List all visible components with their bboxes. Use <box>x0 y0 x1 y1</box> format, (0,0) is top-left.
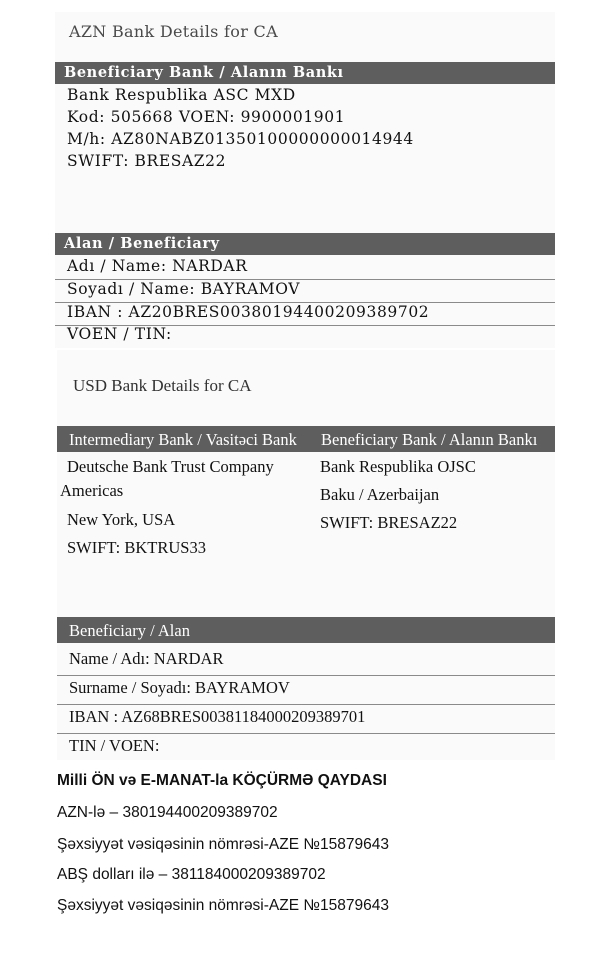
usd-intermediary-header: Intermediary Bank / Vasitəci Bank <box>69 430 297 449</box>
azn-beneficiary-tin: VOEN / TIN: <box>67 325 172 343</box>
usd-bank-header-bar <box>57 426 555 452</box>
usd-beneficiary-surname: Surname / Soyadı: BAYRAMOV <box>69 678 290 697</box>
usd-intermediary-location: New York, USA <box>67 510 176 529</box>
transfer-info-heading: Milli ÖN və E-MANAT-la KÖÇÜRMƏ QAYDASI <box>57 772 387 789</box>
usd-beneficiary-header <box>57 617 555 643</box>
usd-intermediary-bank-name-cont: Americas <box>60 481 124 500</box>
transfer-info-id-number: Şəxsiyyət vəsiqəsinin nömrəsi-AZE №15879643 <box>57 836 389 853</box>
azn-beneficiary-bank-header-label: Beneficiary Bank / Alanın Bankı <box>64 64 344 81</box>
azn-bank-swift: SWIFT: BRESAZ22 <box>67 152 227 170</box>
usd-beneficiary-bank-header: Beneficiary Bank / Alanın Bankı <box>321 430 538 449</box>
usd-beneficiary-bank-name: Bank Respublika OJSC <box>320 457 476 476</box>
azn-beneficiary-header-label: Alan / Beneficiary <box>64 235 220 252</box>
usd-intermediary-bank-name: Deutsche Bank Trust Company <box>67 457 274 476</box>
transfer-info-azn-account: AZN-lə – 380194400209389702 <box>57 804 278 821</box>
azn-beneficiary-name: Adı / Name: NARDAR <box>67 257 248 275</box>
azn-bank-name: Bank Respublika ASC MXD <box>67 86 296 104</box>
usd-bank-details-sheet <box>57 350 555 760</box>
usd-beneficiary-iban: IBAN : AZ68BRES00381184000209389701 <box>69 707 366 726</box>
azn-bank-code: Kod: 505668 VOEN: 9900001901 <box>67 108 346 126</box>
usd-beneficiary-tin: TIN / VOEN: <box>69 736 160 755</box>
divider <box>57 733 555 734</box>
usd-intermediary-swift: SWIFT: BKTRUS33 <box>67 538 206 557</box>
usd-beneficiary-header-label: Beneficiary / Alan <box>69 621 190 640</box>
azn-bank-details-sheet <box>55 12 555 348</box>
divider <box>57 675 555 676</box>
azn-beneficiary-surname: Soyadı / Name: BAYRAMOV <box>67 280 301 298</box>
azn-beneficiary-bank-header <box>55 62 555 84</box>
azn-title: AZN Bank Details for CA <box>69 22 278 41</box>
usd-title: USD Bank Details for CA <box>73 376 252 395</box>
usd-beneficiary-name: Name / Adı: NARDAR <box>69 649 224 668</box>
azn-bank-account: M/h: AZ80NABZ01350100000000014944 <box>67 130 414 148</box>
azn-beneficiary-header <box>55 233 555 255</box>
divider <box>57 704 555 705</box>
azn-beneficiary-iban: IBAN : AZ20BRES00380194400209389702 <box>67 303 430 321</box>
transfer-info-usd-account: ABŞ dolları ilə – 381184000209389702 <box>57 866 326 883</box>
transfer-info-id-number-2: Şəxsiyyət vəsiqəsinin nömrəsi-AZE №15879643 <box>57 897 389 914</box>
usd-beneficiary-bank-location: Baku / Azerbaijan <box>320 485 440 504</box>
usd-beneficiary-bank-swift: SWIFT: BRESAZ22 <box>320 513 458 532</box>
